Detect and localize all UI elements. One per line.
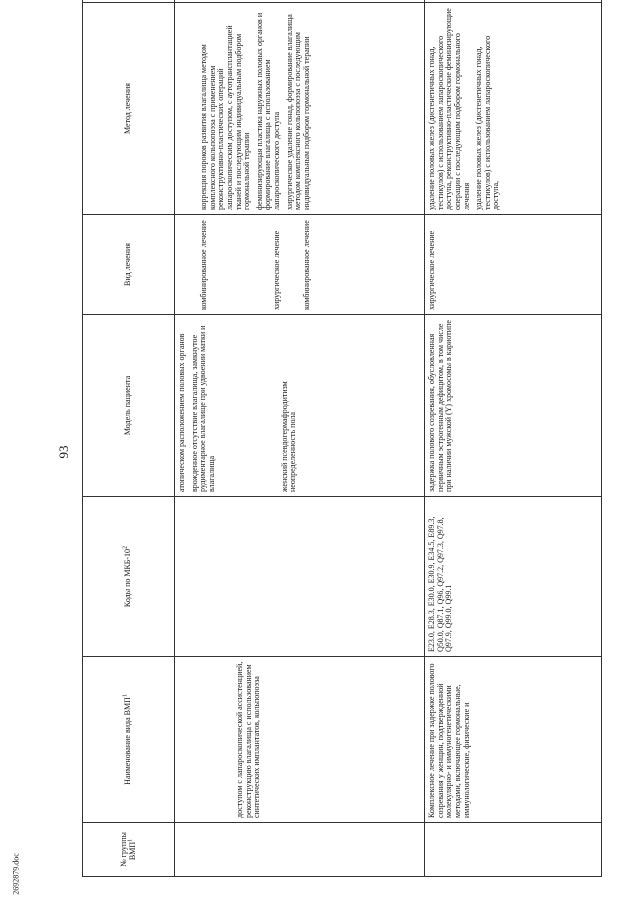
row2-codes: E23.0, E28.3, E30.0, E30.9, E34.5, E89.3, Q50.0, Q87.1, Q96, Q97.2, Q97.3, Q97.8, Q97.9, Q99.0, Q99.1 [425,497,602,657]
vmp-table [82,0,602,877]
row2-cost [425,0,602,3]
row1-method: коррекция пороков развития влагалища методом комплексного кольпопоэза с применением реконструктивно-пластических операций лапароскопическим доступом, с аутотрансплантацией тканей и последующим индивидуальным подбором гормональной терапии феминизирующая пластика наружных половых органов и формирование влагалища с использованием лапароскопического доступа хирургическое удаление гонад, формирование влагалища методом комплексного кольпопоэза с последующим индивидуальным подбором гормональной терапии [175,3,425,215]
row2-treatment: хирургическое лечение [425,215,602,315]
header-treatment: Вид лечения [83,215,175,315]
header-group: № группы ВМП$^1$ [83,823,175,877]
table-row [175,0,425,877]
header-cost [83,0,175,3]
row2-model: задержка полового созревания, обусловленная первичным эстрогенным дефицитом, в том числе при наличии мужской (Y) хромосомы в кариотипе [425,315,602,497]
row1-name: доступом с лапароскопической ассистенцией, реконструкцию влагалища с использованием синтетических имплантатов, кольпопоэза [175,657,425,823]
table-header-row [83,0,175,877]
row1-group [175,823,425,877]
header-codes: Коды по МКБ-$10^2$ [83,497,175,657]
rotated-table-wrapper [82,8,602,877]
row1-treatment: комбинированное лечение хирургическое лечение комбинированное лечение [175,215,425,315]
header-name: Наименование вида ВМП$^1$ [83,657,175,823]
row2-name: Комплексное лечение при задержке полового созревания у женщин, подтвержденной молекулярно- и иммуногенетическими методами, включающее гормональные, иммунологические, физические и [425,657,602,823]
header-method: Метод лечения [83,3,175,215]
row1-model: атопическом расположением половых органов врожденное отсутствие влагалища, замкнутое рудиментарное влагалище при удвоении матки и влагалища женский псевдогермафродитизм неопределенность пола [175,315,425,497]
row1-codes [175,497,425,657]
row2-method: удаление половых желез (дисгенетичных гонад, тестикулов) с использованием лапароскопического доступа, реконструктивно-пластические феминизирующие операции с последующим подбором гормонального лечения удаление половых желез (дисгенетичных гонад, тестикулов) с использованием лапароскопического доступа, [425,3,602,215]
page-number: 93 [56,445,71,459]
footer-filename: 2692879.doc [11,853,21,895]
header-model: Модель пациента [83,315,175,497]
row2-group [425,823,602,877]
table-row [425,0,602,877]
row1-cost [175,0,425,3]
